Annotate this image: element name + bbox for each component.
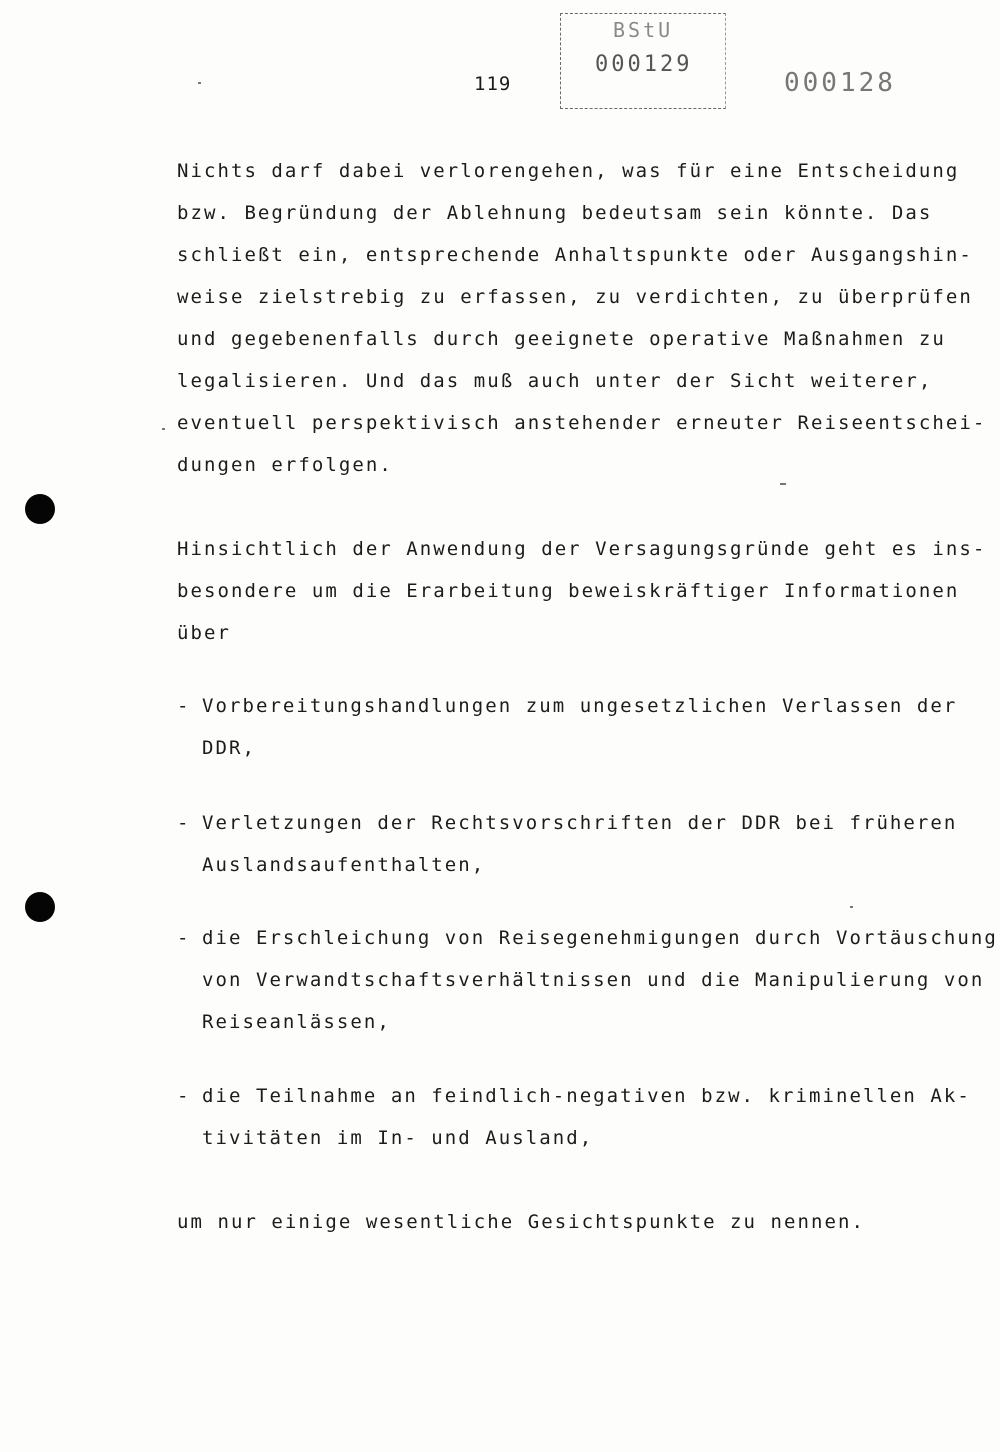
list-bullet: - [177,812,191,834]
paragraph-1-line: Nichts darf dabei verlorengehen, was für eine Entscheidung [177,160,960,182]
list-bullet: - [177,927,191,949]
paragraph-1-line: weise zielstrebig zu erfassen, zu verdichten, zu überprüfen [177,286,973,308]
punch-hole [25,494,55,524]
list-item-line: von Verwandtschaftsverhältnissen und die Manipulierung von [202,969,985,991]
list-item-line: die Erschleichung von Reisegenehmigungen durch Vortäuschung [202,927,998,949]
closing-line: um nur einige wesentliche Gesichtspunkte zu nennen. [177,1211,865,1233]
archive-stamp [560,13,726,109]
list-item-line: die Teilnahme an feindlich-negativen bzw. kriminellen Ak- [202,1085,971,1107]
list-item-line: DDR, [202,737,256,759]
paragraph-2-line: Hinsichtlich der Anwendung der Versagungsgründe geht es ins- [177,538,987,560]
punch-hole [25,892,55,922]
paragraph-2-line: besondere um die Erarbeitung beweiskräftiger Informationen [177,580,960,602]
paragraph-1-line: legalisieren. Und das muß auch unter der Sicht weiterer, [177,370,933,392]
list-bullet: - [177,1085,191,1107]
archive-page-number: 000128 [784,68,896,98]
page-number: 119 [474,73,512,95]
paragraph-1-line: eventuell perspektivisch anstehender erneuter Reiseentschei- [177,412,987,434]
list-bullet: - [177,695,191,717]
paragraph-1-line: schließt ein, entsprechende Anhaltspunkte oder Ausgangshin- [177,244,973,266]
stamp-org-label: BStU [613,18,674,42]
list-item-line: Auslandsaufenthalten, [202,854,486,876]
paragraph-2-line: über [177,622,231,644]
list-item-line: tivitäten im In- und Ausland, [202,1127,594,1149]
paragraph-1-line: bzw. Begründung der Ablehnung bedeutsam sein könnte. Das [177,202,933,224]
list-item-line: Reiseanlässen, [202,1011,391,1033]
list-item-line: Vorbereitungshandlungen zum ungesetzlichen Verlassen der [202,695,958,717]
list-item-line: Verletzungen der Rechtsvorschriften der DDR bei früheren [202,812,958,834]
paragraph-1-line: dungen erfolgen. [177,454,393,476]
stamp-number: 000129 [595,52,693,77]
paragraph-1-line: und gegebenenfalls durch geeignete operative Maßnahmen zu [177,328,946,350]
